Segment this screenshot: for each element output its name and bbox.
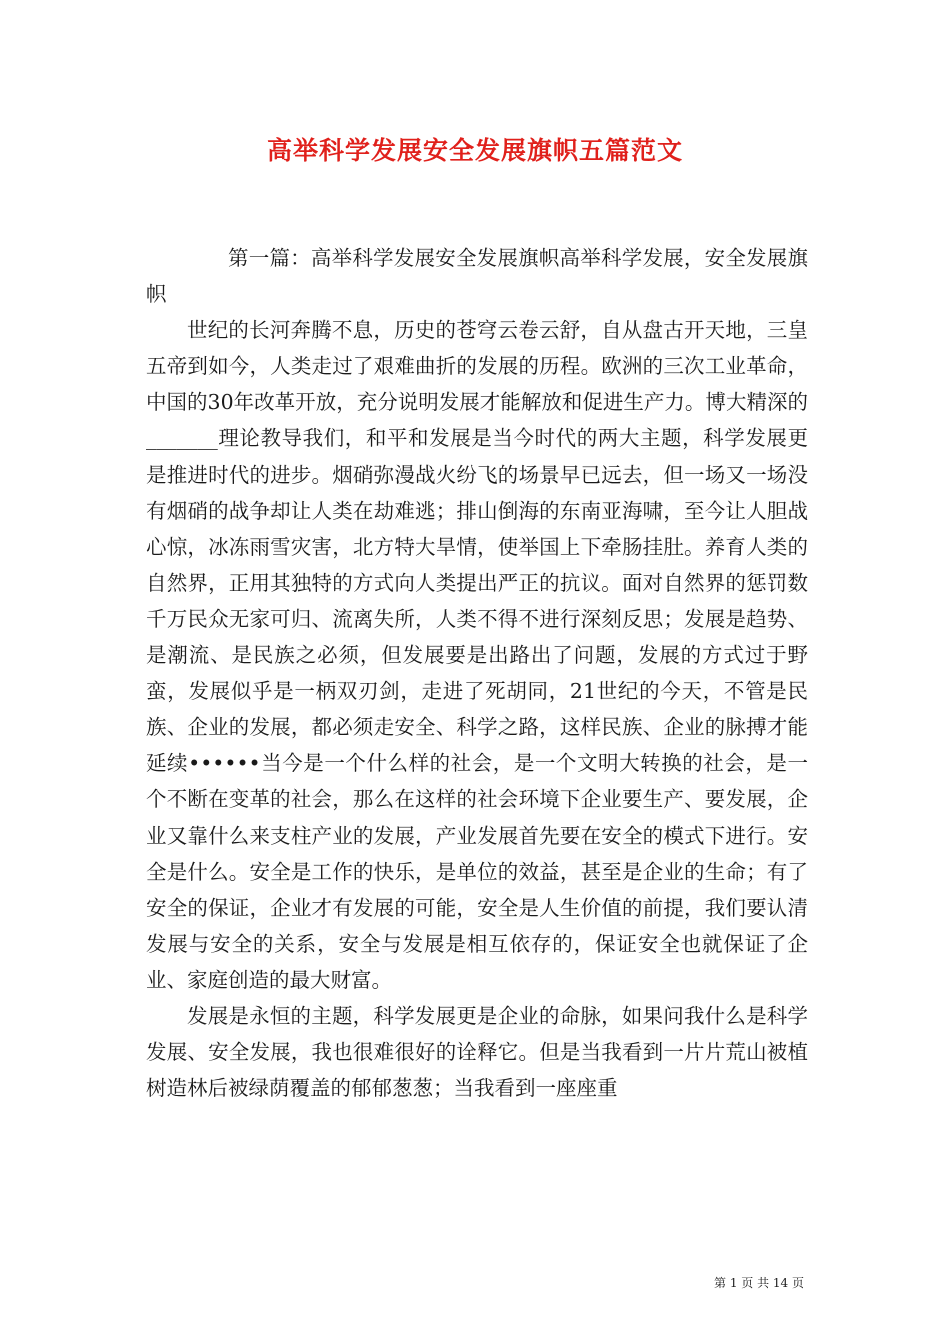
document-title: 高举科学发展安全发展旗帜五篇范文 (266, 136, 683, 165)
body-paragraph: 世纪的长河奔腾不息，历史的苍穹云卷云舒，自从盘古开天地，三皇五帝到如今，人类走过了艰难曲折的发展的历程。欧洲的三次工业革命，中国的30年改革开放，充分说明发展才能解放和促进生产力。博大精深的_______理论教导我们，和平和发展是当今时代的两大主题，科学发展更是推进时代的进步。烟硝弥漫战火纷飞的场景早已远去，但一场又一场没有烟硝的战争却让人类在劫难逃；排山倒海的东南亚海啸，至今让人胆战心惊，冰冻雨雪灾害，北方特大旱情，使举国上下牵肠挂肚。养育人类的自然界，正用其独特的方式向人类提出严正的抗议。面对自然界的惩罚数千万民众无家可归、流离失所，人类不得不进行深刻反思；发展是趋势、是潮流、是民族之必须，但发展要是出路出了问题，发展的方式过于野蛮，发展似乎是一柄双刃剑，走进了死胡同，21世纪的今天，不管是民族、企业的发展，都必须走安全、科学之路，这样民族、企业的脉搏才能延续••••••当今是一个什么样的社会，是一个文明大转换的社会，是一个不断在变革的社会，那么在这样的社会环境下企业要生产、要发展，企业又靠什么来支柱产业的发展，产业发展首先要在安全的模式下进行。安全是什么。安全是工作的快乐，是单位的效益，甚至是企业的生命；有了安全的保证，企业才有发展的可能，安全是人生价值的前提，我们要认清发展与安全的关系，安全与发展是相互依存的，保证安全也就保证了企业、家庭创造的最大财富。 (146, 318, 808, 992)
page-number-footer: 第 1 页 共 14 页 (714, 1276, 804, 1290)
document-body (146, 240, 808, 1106)
body-paragraph: 发展是永恒的主题，科学发展更是企业的命脉，如果问我什么是科学发展、安全发展，我也很难很好的诠释它。但是当我看到一片片荒山被植树造林后被绿荫覆盖的郁郁葱葱；当我看到一座座重 (146, 1003, 808, 1101)
section-heading-paragraph: 第一篇：高举科学发展安全发展旗帜高举科学发展，安全发展旗帜 (146, 246, 808, 307)
